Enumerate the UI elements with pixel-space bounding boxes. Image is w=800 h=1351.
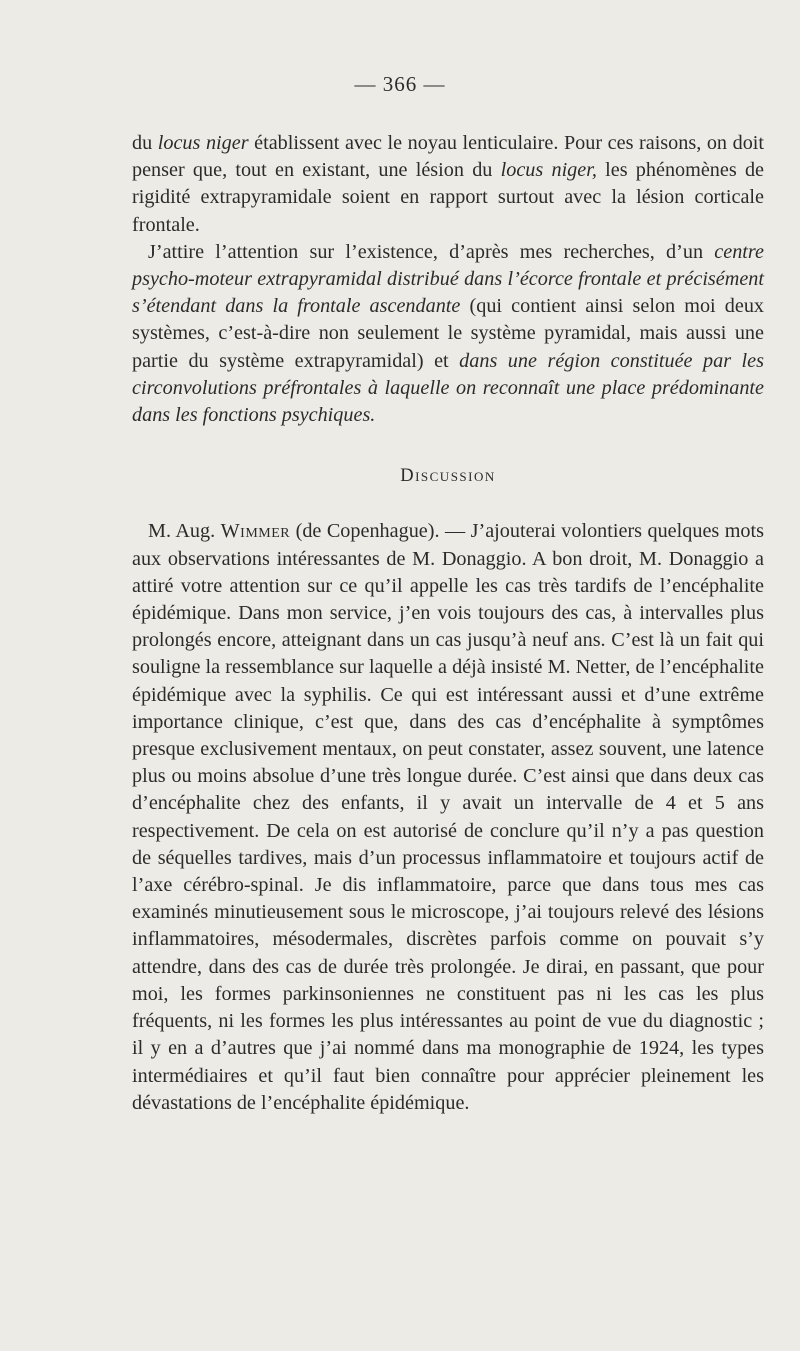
paragraph-1-text-c: les phénomènes de rigidité extrapyramidale soient en rapport surtout avec la lésion corticale frontale. (132, 159, 765, 236)
paragraph-1-text-b: établissent avec le noyau lenticulaire. Pour ces raisons, on doit penser que, tout en existant, une lésion du (132, 132, 764, 182)
paragraph-3-text: (de Copenhague). — J’ajouterai volontiers quelques mots aux observations intéressantes de M. Donaggio. A bon droit, M. Donaggio a attiré votre attention sur ce qu’il appelle les cas très tardifs de l’encéphalite épidémique. Dans mon service, j’en vois toujours des cas, à intervalles plus prolongés encore, atteignant dans un cas jusqu’à neuf ans. C’est là un fait qui souligne la ressemblance sur laquelle a déjà insisté M. Netter, de l’encéphalite épidémique avec la syphilis. Ce qui est intéressant aussi et d’une extrême importance clinique, c’est que, dans des cas d’encéphalite à symptômes presque exclusivement mentaux, on peut constater, assez souvent, une latence plus ou moins absolue d’une très longue durée. C’est ainsi que dans deux cas d’encéphalite chez des enfants, il y avait un intervalle de 4 et 5 ans respectivement. De cela on est autorisé de conclure qu’il n’y a pas question de séquelles tardives, mais d’un processus inflammatoire et toujours actif de l’axe cérébro-spinal. Je dis inflammatoire, parce que dans tous mes cas examinés minutieusement sous le microscope, j’ai toujours relevé des lésions inflammatoires, mésodermales, discrètes parfois comme on pouvait s’y attendre, dans des cas de durée très prolongée. Je dirai, en passant, que pour moi, les formes parkinsoniennes ne constituent pas ni les cas les plus fréquents, ni les formes les plus intéressantes au point de vue du diagnostic ; il y en a d’autres que j’ai nommé dans ma monographie de 1924, les types intermédiaires et qu’il faut bien connaître pour apprécier pleinement les dévastations de l’encéphalite épidémique. (132, 520, 764, 1114)
paragraph-3 (132, 518, 764, 1116)
paragraph-2 (132, 239, 764, 429)
paragraph-1-text-a: du (132, 132, 158, 154)
speaker-prefix: M. Aug. (148, 520, 221, 543)
paragraph-2-text-b: (qui contient ainsi selon moi deux systèmes, c’est-à-dire non seulement le système pyramidal, mais aussi une partie du système extrapyramidal) et (132, 295, 765, 372)
paragraph-2-text-a: J’attire l’attention sur l’existence, d’après mes recherches, d’un (148, 240, 715, 263)
paragraph-2-italic-a: centre psycho-moteur extrapyramidal distribué dans l’écorce frontale et précisément s’étendant dans la frontale ascendante (132, 240, 764, 318)
paragraph-1-italic-a: locus niger (157, 132, 249, 154)
paragraph-2-italic-b: dans une région constituée par les circonvolutions préfrontales à laquelle on reconnaît une place prédominante dans les fonctions psychiques. (132, 349, 764, 427)
speaker-name: Wimmer (220, 520, 291, 543)
page-number: — 366 — (354, 72, 446, 96)
paragraph-1-italic-b: locus niger, (500, 159, 597, 182)
section-heading: Discussion (400, 466, 496, 487)
body-text (132, 130, 764, 1117)
paragraph-1 (132, 130, 764, 239)
